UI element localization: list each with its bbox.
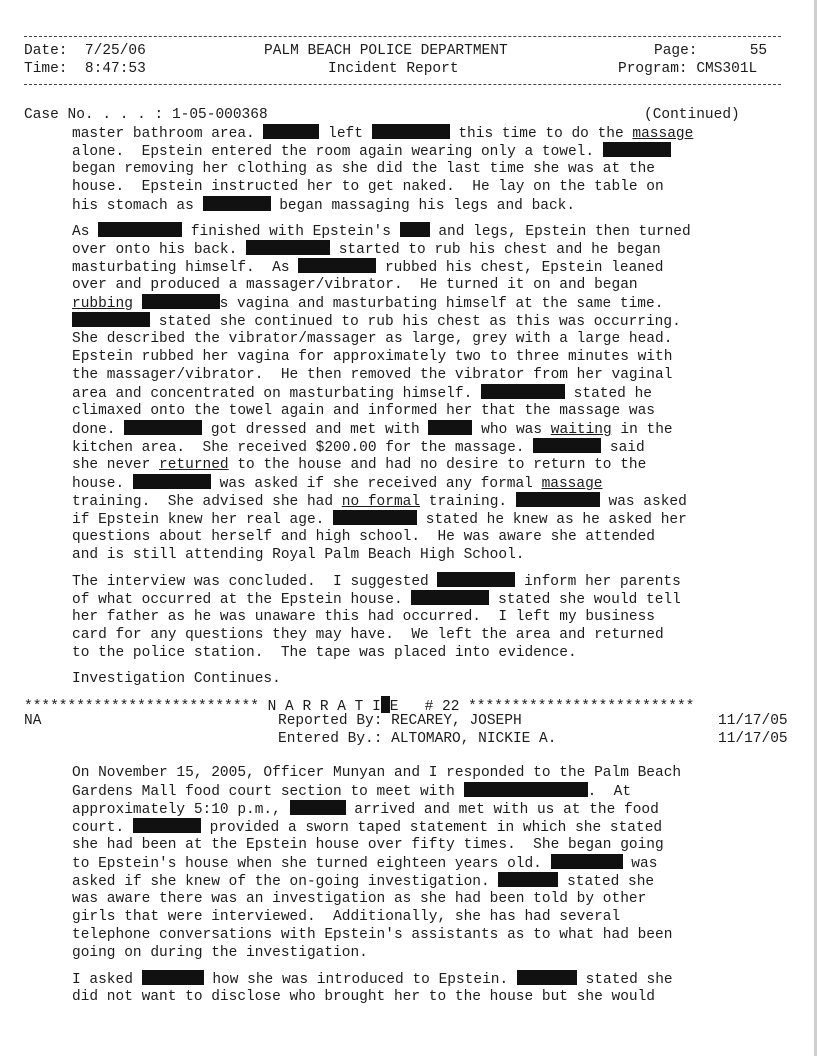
- header-date: Date: 7/25/06: [24, 43, 146, 59]
- text-line: house. was asked if she received any formal massage: [72, 476, 603, 492]
- department-name: PALM BEACH POLICE DEPARTMENT: [264, 43, 508, 59]
- header-rule-bottom: [24, 84, 781, 85]
- redaction: [246, 240, 330, 255]
- redaction: [428, 420, 472, 435]
- text-line: card for any questions they may have. We left the area and returned: [72, 627, 664, 643]
- text-line: kitchen area. She received $200.00 for the massage. said: [72, 440, 645, 456]
- redaction: [498, 872, 558, 887]
- redaction: [481, 384, 565, 399]
- text-line: masturbating himself. As rubbed his chest, Epstein leaned: [72, 260, 664, 276]
- text-line: area and concentrated on masturbating himself. stated he: [72, 386, 652, 402]
- text-line: his stomach as began massaging his legs and back.: [72, 198, 576, 214]
- text-line: approximately 5:10 p.m., arrived and met with us at the food: [72, 802, 659, 818]
- continued-label: (Continued): [644, 107, 740, 123]
- redaction: [603, 142, 671, 157]
- reported-date: 11/17/05: [718, 713, 788, 729]
- text-line: over onto his back. started to rub his chest and he began: [72, 242, 661, 258]
- text-line: training. She advised she had no formal training. was asked: [72, 494, 687, 510]
- entered-date: 11/17/05: [718, 731, 788, 747]
- redaction: [133, 474, 211, 489]
- text-line: house. Epstein instructed her to get naked. He lay on the table on: [72, 179, 664, 195]
- text-line: Gardens Mall food court section to meet with . At: [72, 784, 632, 800]
- redaction: [533, 438, 601, 453]
- text-line: On November 15, 2005, Officer Munyan and I responded to the Palm Beach: [72, 765, 682, 781]
- text-line: of what occurred at the Epstein house. stated she would tell: [72, 592, 681, 608]
- redaction: [142, 294, 220, 309]
- redaction: [516, 492, 600, 507]
- text-line: Investigation Continues.: [72, 671, 281, 687]
- narrative-header: *************************** N A R R A T I E # 22 **************************: [24, 696, 694, 716]
- redaction: [381, 696, 390, 713]
- redaction: [464, 782, 588, 797]
- header-time: Time: 8:47:53: [24, 61, 146, 77]
- text-line: girls that were interviewed. Additionally, she has had several: [72, 909, 621, 925]
- text-line: questions about herself and high school. He was aware she attended: [72, 529, 655, 545]
- text-line: she never returned to the house and had no desire to return to the: [72, 457, 647, 473]
- text-line: telephone conversations with Epstein's assistants as to what had been: [72, 927, 673, 943]
- text-line: As finished with Epstein's and legs, Epstein then turned: [72, 224, 691, 240]
- text-line: The interview was concluded. I suggested inform her parents: [72, 574, 681, 590]
- text-line: stated she continued to rub his chest as this was occurring.: [72, 312, 681, 331]
- redaction: [551, 854, 623, 869]
- redaction: [72, 312, 150, 327]
- text-line: done. got dressed and met with who was waiting in the: [72, 422, 673, 438]
- text-line: Epstein rubbed her vagina for approximately two to three minutes with: [72, 349, 673, 365]
- entered-by: Entered By.: ALTOMARO, NICKIE A.: [278, 731, 557, 747]
- text-line: court. provided a sworn taped statement in which she stated: [72, 820, 663, 836]
- text-line: alone. Epstein entered the room again wearing only a towel.: [72, 142, 671, 161]
- text-line: and is still attending Royal Palm Beach High School.: [72, 547, 525, 563]
- redaction: [298, 258, 376, 273]
- text-line: the massager/vibrator. He then removed the vibrator from her vaginal: [72, 367, 673, 383]
- redaction: [437, 572, 515, 587]
- case-number: Case No. . . . : 1-05-000368: [24, 107, 268, 123]
- redaction: [124, 420, 202, 435]
- text-line: was aware there was an investigation as she had been told by other: [72, 891, 647, 907]
- redaction: [263, 124, 319, 139]
- text-line: over and produced a massager/vibrator. He turned it on and began: [72, 277, 638, 293]
- text-line: began removing her clothing as she did the last time she was at the: [72, 161, 655, 177]
- header-page: Page: 55: [654, 43, 768, 59]
- redaction: [290, 800, 346, 815]
- text-line: her father as he was unaware this had occurred. I left my business: [72, 609, 655, 625]
- text-line: did not want to disclose who brought her to the house but she would: [72, 989, 655, 1005]
- redaction: [133, 818, 201, 833]
- header-rule-top: [24, 36, 781, 37]
- narrative-code: NA: [24, 713, 42, 729]
- redaction: [372, 124, 450, 139]
- reported-by: Reported By: RECAREY, JOSEPH: [278, 713, 522, 729]
- text-line: master bathroom area. left this time to do the massage: [72, 126, 694, 142]
- text-line: She described the vibrator/massager as large, grey with a large head.: [72, 331, 673, 347]
- header-program: Program: CMS301L: [618, 61, 758, 77]
- redaction: [411, 590, 489, 605]
- text-line: asked if she knew of the on-going investigation. stated she: [72, 874, 655, 890]
- redaction: [98, 222, 182, 237]
- redaction: [203, 196, 271, 211]
- text-line: I asked how she was introduced to Epstein. stated she: [72, 972, 673, 988]
- text-line: to the police station. The tape was placed into evidence.: [72, 645, 577, 661]
- report-type: Incident Report: [328, 61, 459, 77]
- redaction: [517, 970, 577, 985]
- redaction: [333, 510, 417, 525]
- redaction: [400, 222, 430, 237]
- text-line: rubbing s vagina and masturbating himself at the same time.: [72, 296, 664, 312]
- text-line: climaxed onto the towel again and informed her that the massage was: [72, 403, 655, 419]
- text-line: she had been at the Epstein house over fifty times. She began going: [72, 837, 664, 853]
- text-line: to Epstein's house when she turned eighteen years old. was: [72, 856, 658, 872]
- text-line: going on during the investigation.: [72, 945, 368, 961]
- text-line: if Epstein knew her real age. stated he knew as he asked her: [72, 512, 687, 528]
- redaction: [142, 970, 204, 985]
